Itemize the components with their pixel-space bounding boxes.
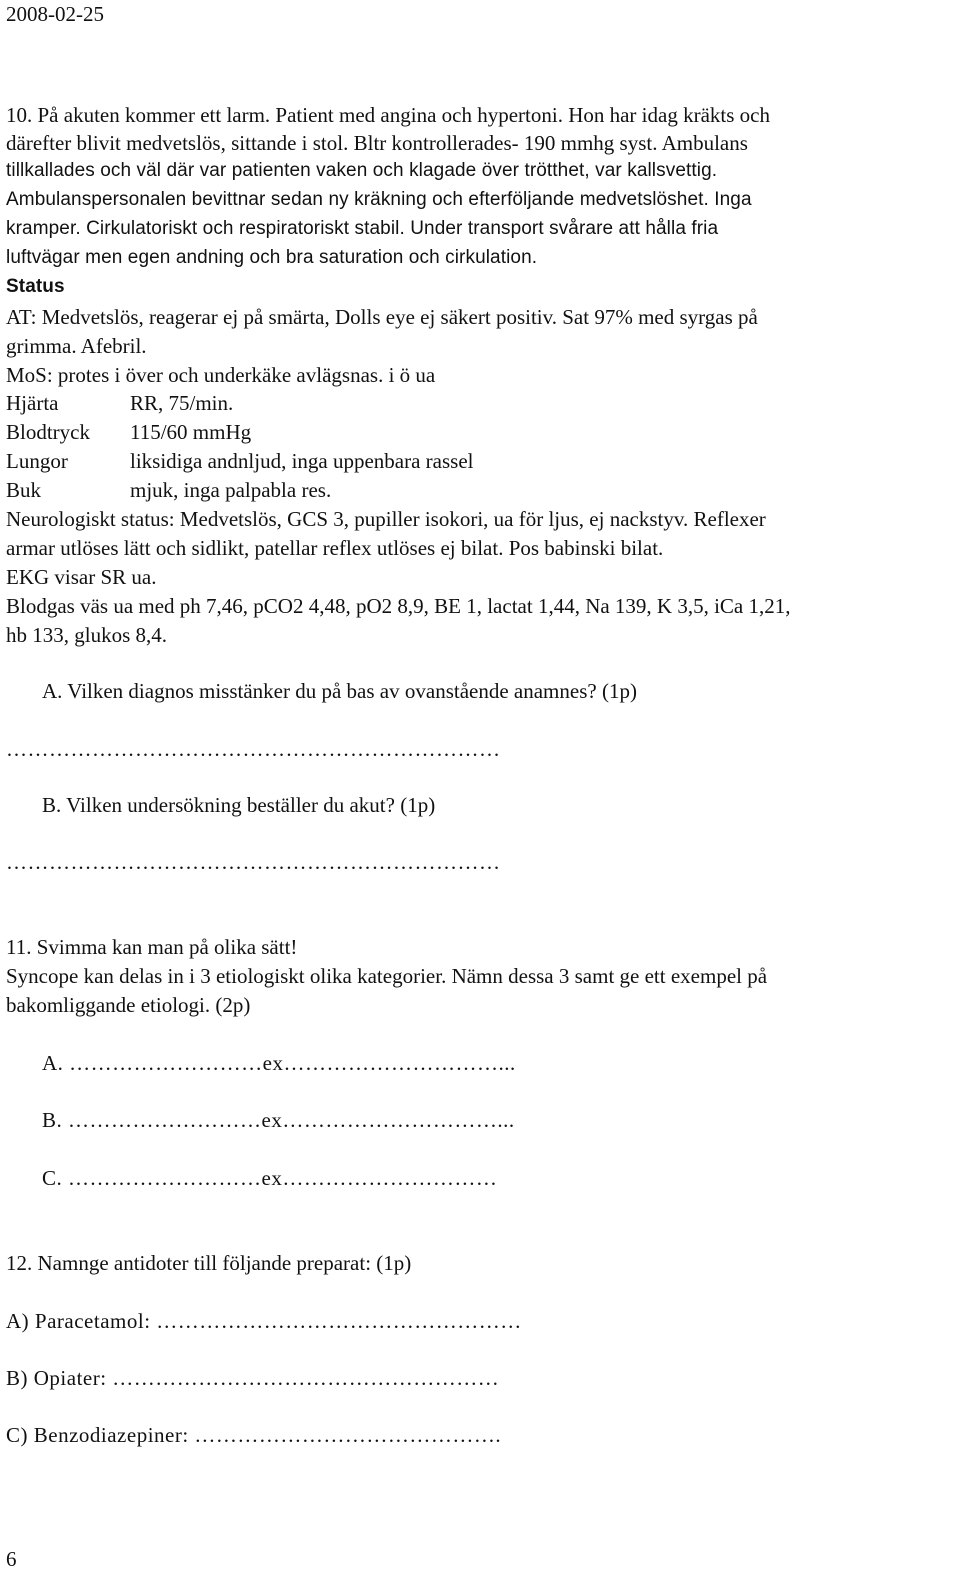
vitals-label: Blodtryck	[6, 420, 90, 444]
q10-line: Ambulanspersonalen bevittnar sedan ny kräkning och efterföljande medvetslöshet. Inga	[6, 189, 752, 210]
page-number: 6	[6, 1547, 17, 1571]
q11-title: 11. Svimma kan man på olika sätt!	[6, 935, 298, 959]
q10-line: tillkallades och väl där var patienten vaken och klagade över trötthet, var kallsvettig.	[6, 160, 718, 181]
q12-title: 12. Namnge antidoter till följande preparat: (1p)	[6, 1251, 412, 1275]
question-10b: B. Vilken undersökning beställer du akut? (1p)	[42, 793, 436, 817]
status-heading: Status	[6, 276, 65, 297]
q11-answer-a: A. ………………………ex…………………………...	[42, 1051, 516, 1075]
q10-line: luftvägar men egen andning och bra saturation och cirkulation.	[6, 247, 538, 268]
ekg-line: EKG visar SR ua.	[6, 565, 157, 589]
vitals-value: liksidiga andnljud, inga uppenbara rassel	[130, 449, 474, 473]
vitals-row	[6, 449, 474, 473]
vitals-label: Buk	[6, 478, 42, 502]
question-10a: A. Vilken diagnos misstänker du på bas av ovanstående anamnes? (1p)	[42, 679, 637, 703]
vitals-value: mjuk, inga palpabla res.	[130, 478, 332, 502]
answer-line-10a: ……………………………………………………………	[6, 737, 501, 761]
neuro-line: Neurologiskt status: Medvetslös, GCS 3, pupiller isokori, ua för ljus, ej nackstyv. Reflexer	[6, 507, 766, 531]
q10-line: 10. På akuten kommer ett larm. Patient med angina och hypertoni. Hon har idag kräkts och	[6, 103, 770, 127]
vitals-label: Hjärta	[6, 391, 59, 415]
q12-answer-opiater: B) Opiater: ………………………………………………	[6, 1366, 500, 1390]
vitals-row	[6, 420, 251, 444]
neuro-line: armar utlöses lätt och sidlikt, patellar reflex utlöses ej bilat. Pos babinski bilat.	[6, 536, 664, 560]
vitals-row	[6, 391, 233, 415]
q12-answer-benzodiazepiner: C) Benzodiazepiner: …………………………………….	[6, 1423, 502, 1447]
q11-line: bakomliggande etiologi. (2p)	[6, 993, 251, 1017]
answer-line-10b: ……………………………………………………………	[6, 850, 501, 874]
q11-line: Syncope kan delas in i 3 etiologiskt olika kategorier. Nämn dessa 3 samt ge ett exempel på	[6, 964, 768, 988]
q10-line: därefter blivit medvetslös, sittande i stol. Bltr kontrollerades- 190 mmhg syst. Ambulans	[6, 131, 748, 155]
vitals-label: Lungor	[6, 449, 68, 473]
status-line: AT: Medvetslös, reagerar ej på smärta, Dolls eye ej säkert positiv. Sat 97% med syrgas på	[6, 305, 758, 329]
vitals-value: RR, 75/min.	[130, 391, 234, 415]
q12-answer-paracetamol: A) Paracetamol: ……………………………………………	[6, 1309, 522, 1333]
vitals-value: 115/60 mmHg	[130, 420, 252, 444]
q11-answer-b: B. ………………………ex…………………………...	[42, 1108, 515, 1132]
q10-line: kramper. Cirkulatoriskt och respiratoriskt stabil. Under transport svårare att hålla fria	[6, 218, 719, 239]
q11-answer-c: C. ………………………ex…………………………	[42, 1166, 498, 1190]
bloodgas-line: hb 133, glukos 8,4.	[6, 623, 168, 647]
vitals-row	[6, 478, 331, 502]
status-line: grimma. Afebril.	[6, 334, 147, 358]
bloodgas-line: Blodgas väs ua med ph 7,46, pCO2 4,48, pO2 8,9, BE 1, lactat 1,44, Na 139, K 3,5, iCa 1,21,	[6, 594, 791, 618]
status-line: MoS: protes i över och underkäke avlägsnas. i ö ua	[6, 363, 436, 387]
header-date: 2008-02-25	[6, 2, 104, 26]
